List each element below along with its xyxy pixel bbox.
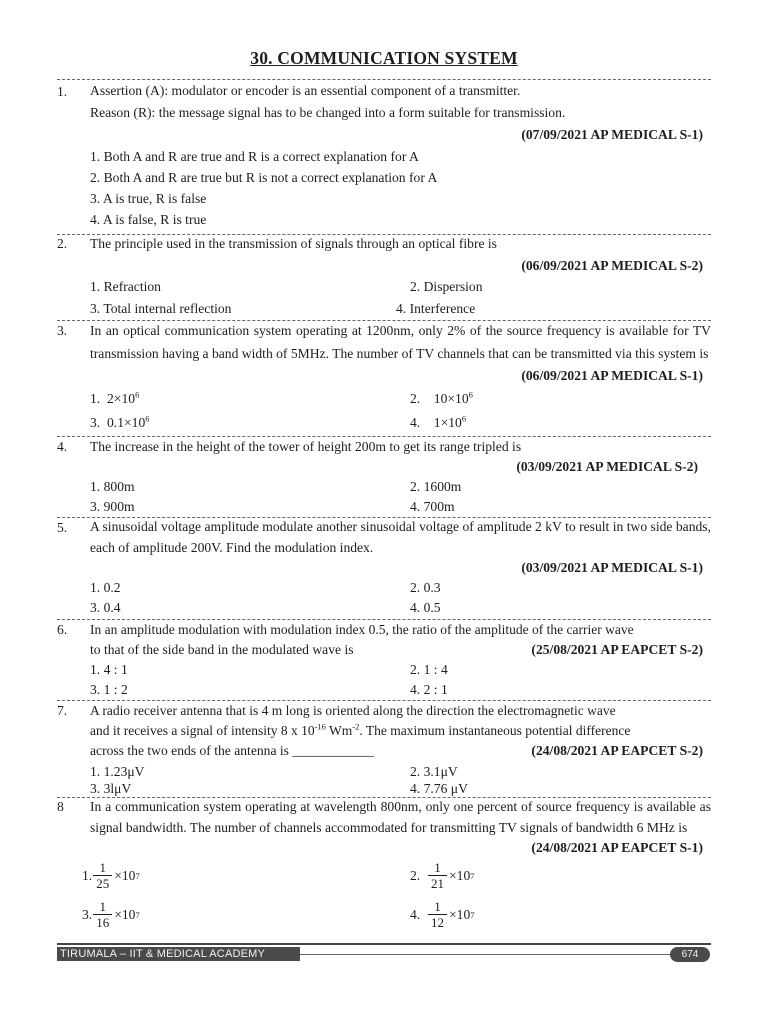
question-text: A sinusoidal voltage amplitude modulate another sinusoidal voltage of amplitude 2 kV to result in two side bands, each of amplitude 200V. Find the modulation index. — [90, 519, 711, 555]
option-1: 1. Refraction — [90, 279, 161, 294]
question-text: The increase in the height of the tower of height 200m to get its range tripled is — [90, 439, 522, 454]
option-4: 4. 2 : 1 — [410, 682, 448, 697]
option-number: 3. — [90, 415, 101, 430]
fraction-denominator: 21 — [431, 876, 444, 891]
fraction-denominator: 25 — [96, 876, 110, 891]
option-4: 4. 700m — [410, 499, 455, 514]
question-text-cont — [90, 741, 374, 761]
fraction-numerator: 1 — [428, 860, 447, 876]
footer-divider — [57, 943, 711, 945]
option-number: 2. — [410, 391, 421, 406]
power-of-ten: ×10 — [449, 906, 471, 922]
fraction — [428, 899, 447, 930]
page-title: 30. COMMUNICATION SYSTEM — [250, 48, 518, 68]
option-number: 3. — [82, 906, 93, 922]
option-4: 4. A is false, R is true — [90, 212, 207, 227]
question-source: (07/09/2021 AP MEDICAL S-1) — [521, 127, 703, 142]
option-1 — [90, 389, 139, 409]
question-text-tail: . The maximum instantaneous potential difference — [359, 723, 631, 738]
option-1: 1. Both A and R are true and R is a correct explanation for A — [90, 149, 419, 164]
option-value: 2×10 — [107, 391, 136, 406]
option-3: 3. $\frac{1}{16}$ ×10 7 — [82, 899, 140, 930]
option-2: 2. $\frac{1}{21}$ ×10 7 — [410, 860, 475, 891]
exponent: -2 — [352, 721, 360, 732]
option-3 — [90, 413, 150, 433]
option-number: 1. — [90, 391, 101, 406]
option-value: 1×10 — [433, 415, 462, 430]
fraction — [93, 860, 112, 891]
option-4: 4. Interference — [396, 301, 476, 316]
question-text-cont: to that of the side band in the modulated wave is — [90, 642, 354, 657]
question-text-line3: across the two ends of the antenna is — [90, 743, 289, 758]
option-value: 0.1×10 — [107, 415, 146, 430]
question-number: 6. — [57, 622, 68, 637]
option-4: 4. 7.76 μV — [410, 781, 468, 796]
question-text-cont — [90, 721, 630, 741]
question-number: 7. — [57, 703, 68, 718]
question-text: The principle used in the transmission of signals through an optical fibre is — [90, 236, 497, 251]
question-divider — [57, 79, 711, 80]
option-2: 2. 3.1μV — [410, 764, 458, 779]
page-number: 674 — [670, 947, 710, 962]
option-2: 2. 0.3 — [410, 580, 441, 595]
option-1: 1. 800m — [90, 479, 135, 494]
option-1: 1. 1.23μV — [90, 764, 145, 779]
assertion-text: Assertion (A): modulator or encoder is an essential component of a transmitter. — [90, 83, 521, 98]
question-source: (06/09/2021 AP MEDICAL S-2) — [521, 258, 703, 273]
option-2: 2. Both A and R are true but R is not a correct explanation for A — [90, 170, 438, 185]
option-2: 2. 1 : 4 — [410, 662, 448, 677]
answer-blank: ____________ — [292, 743, 374, 758]
option-number: 2. — [410, 867, 421, 883]
option-number: 1. — [82, 867, 93, 883]
power-of-ten: ×10 — [114, 906, 136, 922]
question-number: 8 — [57, 799, 64, 814]
footer-academy-name: TIRUMALA – IIT & MEDICAL ACADEMY — [57, 947, 300, 961]
option-value: 10×10 — [433, 391, 469, 406]
footer-rule — [300, 954, 672, 955]
option-4: 4. $\frac{1}{12}$ ×10 7 — [410, 899, 475, 930]
question-number: 3. — [57, 323, 68, 338]
option-number: 4. — [410, 415, 421, 430]
exponent: -16 — [314, 721, 326, 732]
exponent: 6 — [135, 389, 140, 400]
fraction-numerator: 1 — [93, 860, 112, 876]
option-1: 1. $\frac{1}{25}$ ×10 7 — [82, 860, 140, 891]
question-source: (25/08/2021 AP EAPCET S-2) — [531, 642, 703, 657]
option-4: 4. 0.5 — [410, 600, 441, 615]
question-source: (06/09/2021 AP MEDICAL S-1) — [513, 366, 703, 386]
option-3: 3. 0.4 — [90, 600, 121, 615]
option-3: 3. 3lμV — [90, 781, 132, 796]
exponent: 6 — [468, 389, 473, 400]
option-3: 3. Total internal reflection — [90, 301, 232, 316]
exponent: 6 — [145, 413, 150, 424]
option-1: 1. 4 : 1 — [90, 662, 128, 677]
question-text: A radio receiver antenna that is 4 m long is oriented along the direction the electromagnetic wave — [90, 703, 616, 718]
option-3: 3. 900m — [90, 499, 135, 514]
reason-text: Reason (R): the message signal has to be changed into a form suitable for transmission. — [90, 105, 566, 120]
power-of-ten: ×10 — [449, 867, 471, 883]
option-3: 3. 1 : 2 — [90, 682, 128, 697]
question-text: In an amplitude modulation with modulation index 0.5, the ratio of the amplitude of the carrier wave — [90, 622, 634, 637]
question-number: 1. — [57, 84, 68, 99]
option-2: 2. 1600m — [410, 479, 462, 494]
question-source: (24/08/2021 AP EAPCET S-2) — [531, 743, 703, 758]
exponent: 6 — [461, 413, 467, 424]
intensity-text: and it receives a signal of intensity 8 x 10 — [90, 723, 315, 738]
unit-text: Wm — [325, 723, 353, 738]
option-3: 3. A is true, R is false — [90, 191, 207, 206]
question-text: In a communication system operating at wavelength 800nm, only one percent of source frequency is available as signal bandwidth. The number of channels accommodated for transmitting TV signals of bandwidth 6 MHz is — [90, 799, 711, 835]
question-number: 2. — [57, 236, 68, 251]
power-of-ten: ×10 — [114, 867, 136, 883]
option-2 — [410, 389, 473, 409]
option-1: 1. 0.2 — [90, 580, 121, 595]
question-text: In an optical communication system operating at 1200nm, only 2% of the source frequency is available for TV transmission having a band width of 5MHz. The number of TV channels that can be transmitted via this system is — [90, 323, 711, 361]
fraction — [93, 899, 112, 930]
fraction-denominator: 16 — [96, 915, 110, 930]
question-source: (03/09/2021 AP MEDICAL S-1) — [521, 560, 703, 575]
fraction-denominator: 12 — [431, 915, 444, 930]
fraction-numerator: 1 — [93, 899, 112, 915]
option-2: 2. Dispersion — [410, 279, 483, 294]
fraction-numerator: 1 — [428, 899, 447, 915]
option-4 — [410, 413, 466, 433]
question-source: (03/09/2021 AP MEDICAL S-2) — [516, 459, 698, 474]
fraction — [428, 860, 447, 891]
option-number: 4. — [410, 906, 421, 922]
question-source: (24/08/2021 AP EAPCET S-1) — [523, 838, 703, 858]
question-number: 5. — [57, 520, 68, 535]
question-number: 4. — [57, 439, 68, 454]
